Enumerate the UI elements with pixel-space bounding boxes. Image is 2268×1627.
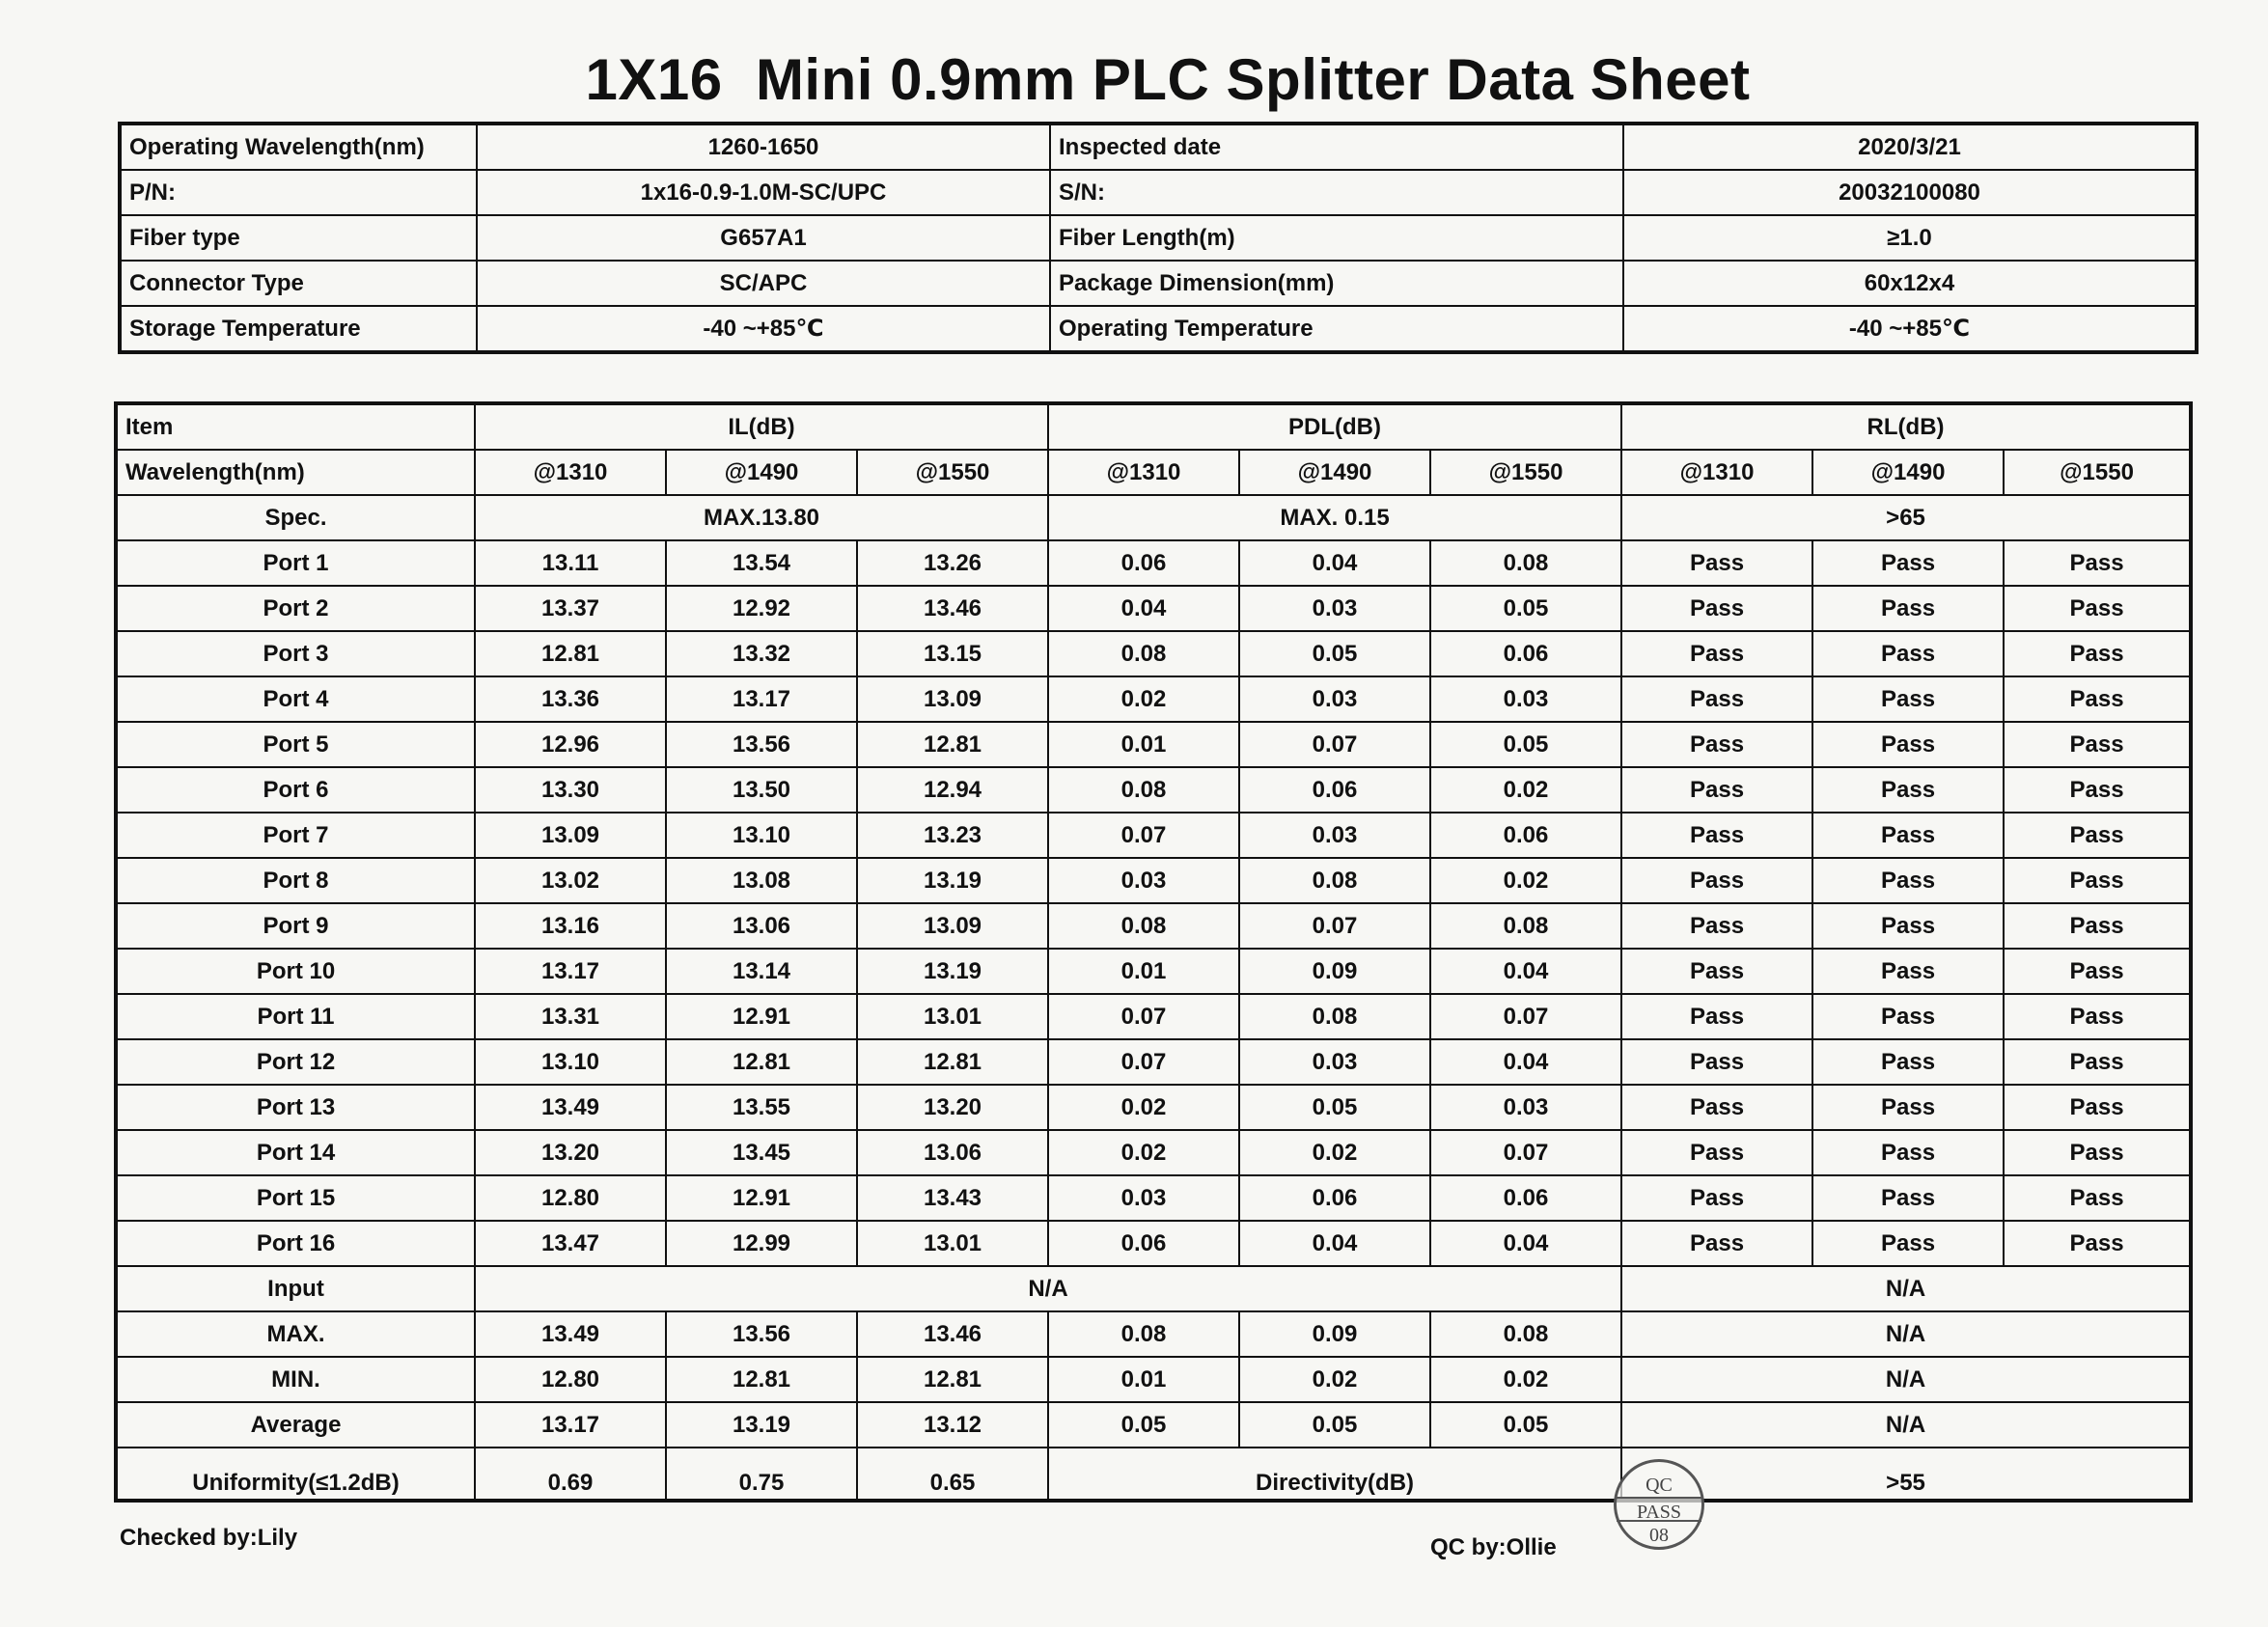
table-row bbox=[116, 813, 2191, 858]
pdl-value: 0.04 bbox=[1048, 586, 1239, 631]
stamp-middle: PASS bbox=[1617, 1497, 1701, 1522]
group-header: RL(dB) bbox=[1621, 403, 2191, 450]
group-header: PDL(dB) bbox=[1048, 403, 1621, 450]
rl-value: Pass bbox=[1812, 813, 2004, 858]
port-name: Port 11 bbox=[116, 994, 475, 1039]
rl-value: Pass bbox=[2004, 858, 2191, 903]
rl-value: Pass bbox=[1621, 1221, 1812, 1266]
pdl-value: 0.02 bbox=[1048, 1130, 1239, 1175]
info-value: 60x12x4 bbox=[1623, 261, 2197, 306]
il-value: 12.81 bbox=[666, 1039, 857, 1085]
summary-row bbox=[116, 1402, 2191, 1448]
pdl-value: 0.03 bbox=[1048, 858, 1239, 903]
il-value: 13.11 bbox=[475, 540, 666, 586]
rl-value: Pass bbox=[2004, 540, 2191, 586]
pdl-value: 0.06 bbox=[1430, 1175, 1621, 1221]
rl-value: Pass bbox=[1621, 676, 1812, 722]
rl-value: Pass bbox=[2004, 813, 2191, 858]
rl-value: Pass bbox=[1812, 949, 2004, 994]
input-rl: N/A bbox=[1621, 1266, 2191, 1311]
spec-label: Spec. bbox=[116, 495, 475, 540]
info-row bbox=[120, 261, 2197, 306]
info-row bbox=[120, 306, 2197, 352]
pdl-value: 0.08 bbox=[1048, 767, 1239, 813]
uniformity-label: Uniformity(≤1.2dB) bbox=[116, 1448, 475, 1501]
table-row bbox=[116, 858, 2191, 903]
il-value: 12.81 bbox=[857, 1357, 1048, 1402]
qc-pass-stamp bbox=[1614, 1459, 1704, 1550]
il-value: 12.99 bbox=[666, 1221, 857, 1266]
il-value: 13.36 bbox=[475, 676, 666, 722]
rl-value: Pass bbox=[2004, 767, 2191, 813]
pdl-value: 0.08 bbox=[1239, 994, 1430, 1039]
il-value: 12.81 bbox=[857, 722, 1048, 767]
pdl-value: 0.06 bbox=[1430, 631, 1621, 676]
il-value: 13.14 bbox=[666, 949, 857, 994]
table-row bbox=[116, 1130, 2191, 1175]
il-value: 13.09 bbox=[857, 676, 1048, 722]
rl-value: Pass bbox=[1812, 1221, 2004, 1266]
pdl-value: 0.07 bbox=[1430, 994, 1621, 1039]
pdl-value: 0.04 bbox=[1430, 1221, 1621, 1266]
group-header: IL(dB) bbox=[475, 403, 1048, 450]
table-row bbox=[116, 949, 2191, 994]
info-value: 20032100080 bbox=[1623, 170, 2197, 215]
info-value: G657A1 bbox=[477, 215, 1050, 261]
table-row bbox=[116, 540, 2191, 586]
table-row bbox=[116, 1085, 2191, 1130]
rl-value: Pass bbox=[2004, 994, 2191, 1039]
il-value: 13.08 bbox=[666, 858, 857, 903]
il-value: 13.49 bbox=[475, 1085, 666, 1130]
table-row bbox=[116, 994, 2191, 1039]
port-name: Port 8 bbox=[116, 858, 475, 903]
summary-row bbox=[116, 1357, 2191, 1402]
wavelength-cell: @1490 bbox=[1239, 450, 1430, 495]
pdl-value: 0.05 bbox=[1430, 586, 1621, 631]
il-value: 13.10 bbox=[475, 1039, 666, 1085]
pdl-value: 0.06 bbox=[1239, 1175, 1430, 1221]
spec-row bbox=[116, 495, 2191, 540]
info-label: Connector Type bbox=[120, 261, 477, 306]
spec-value: MAX.13.80 bbox=[475, 495, 1048, 540]
table-row bbox=[116, 631, 2191, 676]
wavelength-cell: @1550 bbox=[1430, 450, 1621, 495]
il-value: 12.81 bbox=[857, 1039, 1048, 1085]
pdl-value: 0.07 bbox=[1239, 903, 1430, 949]
il-value: 12.80 bbox=[475, 1175, 666, 1221]
table-row bbox=[116, 903, 2191, 949]
table-row bbox=[116, 1175, 2191, 1221]
il-value: 13.30 bbox=[475, 767, 666, 813]
rl-value: Pass bbox=[1812, 1175, 2004, 1221]
rl-value: Pass bbox=[2004, 631, 2191, 676]
directivity-value: >55 bbox=[1621, 1448, 2191, 1501]
rl-value: Pass bbox=[1621, 767, 1812, 813]
port-name: Port 2 bbox=[116, 586, 475, 631]
il-value: 13.17 bbox=[475, 949, 666, 994]
rl-value: Pass bbox=[1621, 949, 1812, 994]
pdl-value: 0.07 bbox=[1430, 1130, 1621, 1175]
info-label: P/N: bbox=[120, 170, 477, 215]
summary-label: Average bbox=[116, 1402, 475, 1448]
port-name: Port 3 bbox=[116, 631, 475, 676]
spec-value: >65 bbox=[1621, 495, 2191, 540]
rl-value: N/A bbox=[1621, 1402, 2191, 1448]
pdl-value: 0.04 bbox=[1239, 1221, 1430, 1266]
pdl-value: 0.09 bbox=[1239, 949, 1430, 994]
port-name: Port 14 bbox=[116, 1130, 475, 1175]
il-value: 13.45 bbox=[666, 1130, 857, 1175]
table-row bbox=[116, 676, 2191, 722]
rl-value: Pass bbox=[2004, 1175, 2191, 1221]
il-value: 13.54 bbox=[666, 540, 857, 586]
info-label: Fiber type bbox=[120, 215, 477, 261]
il-value: 13.17 bbox=[666, 676, 857, 722]
rl-value: Pass bbox=[1812, 858, 2004, 903]
pdl-value: 0.08 bbox=[1048, 1311, 1239, 1357]
wavelength-cell: @1310 bbox=[1621, 450, 1812, 495]
rl-value: Pass bbox=[1621, 903, 1812, 949]
info-label: Inspected date bbox=[1050, 124, 1623, 170]
port-name: Port 7 bbox=[116, 813, 475, 858]
wavelength-cell: @1490 bbox=[1812, 450, 2004, 495]
pdl-value: 0.08 bbox=[1430, 1311, 1621, 1357]
summary-label: MAX. bbox=[116, 1311, 475, 1357]
rl-value: Pass bbox=[1621, 1039, 1812, 1085]
port-name: Port 6 bbox=[116, 767, 475, 813]
il-value: 12.92 bbox=[666, 586, 857, 631]
port-name: Port 13 bbox=[116, 1085, 475, 1130]
info-table bbox=[118, 122, 2199, 354]
info-label: Fiber Length(m) bbox=[1050, 215, 1623, 261]
il-value: 13.31 bbox=[475, 994, 666, 1039]
rl-value: Pass bbox=[2004, 1221, 2191, 1266]
results-table bbox=[114, 401, 2193, 1503]
il-value: 13.19 bbox=[666, 1402, 857, 1448]
pdl-value: 0.08 bbox=[1048, 631, 1239, 676]
wavelength-header: Wavelength(nm) bbox=[116, 450, 475, 495]
wavelength-cell: @1310 bbox=[1048, 450, 1239, 495]
il-value: 13.01 bbox=[857, 994, 1048, 1039]
pdl-value: 0.01 bbox=[1048, 1357, 1239, 1402]
pdl-value: 0.09 bbox=[1239, 1311, 1430, 1357]
table-row bbox=[116, 1221, 2191, 1266]
port-name: Port 4 bbox=[116, 676, 475, 722]
pdl-value: 0.03 bbox=[1430, 1085, 1621, 1130]
spec-value: MAX. 0.15 bbox=[1048, 495, 1621, 540]
il-value: 13.47 bbox=[475, 1221, 666, 1266]
info-value: -40 ~+85℃ bbox=[1623, 306, 2197, 352]
pdl-value: 0.02 bbox=[1239, 1357, 1430, 1402]
pdl-value: 0.03 bbox=[1239, 813, 1430, 858]
il-value: 13.15 bbox=[857, 631, 1048, 676]
pdl-value: 0.02 bbox=[1048, 1085, 1239, 1130]
il-value: 13.49 bbox=[475, 1311, 666, 1357]
rl-value: Pass bbox=[2004, 949, 2191, 994]
pdl-value: 0.03 bbox=[1239, 586, 1430, 631]
rl-value: Pass bbox=[1812, 994, 2004, 1039]
il-value: 13.09 bbox=[475, 813, 666, 858]
info-row bbox=[120, 170, 2197, 215]
wavelength-cell: @1490 bbox=[666, 450, 857, 495]
rl-value: Pass bbox=[1812, 631, 2004, 676]
il-value: 13.37 bbox=[475, 586, 666, 631]
il-value: 13.06 bbox=[666, 903, 857, 949]
info-row bbox=[120, 215, 2197, 261]
rl-value: Pass bbox=[2004, 1085, 2191, 1130]
port-name: Port 5 bbox=[116, 722, 475, 767]
pdl-value: 0.05 bbox=[1430, 722, 1621, 767]
rl-value: Pass bbox=[1812, 676, 2004, 722]
info-value: 1x16-0.9-1.0M-SC/UPC bbox=[477, 170, 1050, 215]
port-name: Port 15 bbox=[116, 1175, 475, 1221]
uniformity-value: 0.75 bbox=[666, 1448, 857, 1501]
rl-value: Pass bbox=[2004, 586, 2191, 631]
port-name: Port 10 bbox=[116, 949, 475, 994]
il-value: 13.56 bbox=[666, 722, 857, 767]
il-value: 13.02 bbox=[475, 858, 666, 903]
il-value: 13.55 bbox=[666, 1085, 857, 1130]
rl-value: N/A bbox=[1621, 1311, 2191, 1357]
pdl-value: 0.02 bbox=[1430, 1357, 1621, 1402]
info-label: Package Dimension(mm) bbox=[1050, 261, 1623, 306]
pdl-value: 0.05 bbox=[1239, 631, 1430, 676]
pdl-value: 0.05 bbox=[1239, 1085, 1430, 1130]
input-label: Input bbox=[116, 1266, 475, 1311]
il-value: 12.80 bbox=[475, 1357, 666, 1402]
pdl-value: 0.02 bbox=[1430, 767, 1621, 813]
wavelength-cell: @1310 bbox=[475, 450, 666, 495]
info-row bbox=[120, 124, 2197, 170]
info-value: -40 ~+85℃ bbox=[477, 306, 1050, 352]
rl-value: Pass bbox=[1812, 767, 2004, 813]
table-row bbox=[116, 586, 2191, 631]
pdl-value: 0.05 bbox=[1048, 1402, 1239, 1448]
pdl-value: 0.02 bbox=[1430, 858, 1621, 903]
pdl-value: 0.02 bbox=[1048, 676, 1239, 722]
page-title: 1X16 Mini 0.9mm PLC Splitter Data Sheet bbox=[585, 47, 1751, 112]
info-label: Operating Temperature bbox=[1050, 306, 1623, 352]
pdl-value: 0.06 bbox=[1430, 813, 1621, 858]
table-row bbox=[116, 767, 2191, 813]
pdl-value: 0.07 bbox=[1239, 722, 1430, 767]
uniformity-value: 0.65 bbox=[857, 1448, 1048, 1501]
il-value: 13.12 bbox=[857, 1402, 1048, 1448]
uniformity-value: 0.69 bbox=[475, 1448, 666, 1501]
il-value: 13.50 bbox=[666, 767, 857, 813]
rl-value: Pass bbox=[1812, 1130, 2004, 1175]
stamp-top: QC bbox=[1646, 1475, 1673, 1496]
il-value: 13.20 bbox=[857, 1085, 1048, 1130]
rl-value: Pass bbox=[1621, 1175, 1812, 1221]
pdl-value: 0.08 bbox=[1048, 903, 1239, 949]
pdl-value: 0.03 bbox=[1239, 676, 1430, 722]
table-row bbox=[116, 722, 2191, 767]
wavelength-header-row bbox=[116, 450, 2191, 495]
info-value: SC/APC bbox=[477, 261, 1050, 306]
rl-value: Pass bbox=[2004, 676, 2191, 722]
pdl-value: 0.04 bbox=[1239, 540, 1430, 586]
info-label: S/N: bbox=[1050, 170, 1623, 215]
rl-value: Pass bbox=[1621, 858, 1812, 903]
rl-value: Pass bbox=[2004, 1039, 2191, 1085]
pdl-value: 0.07 bbox=[1048, 1039, 1239, 1085]
wavelength-cell: @1550 bbox=[857, 450, 1048, 495]
group-header-row bbox=[116, 403, 2191, 450]
stamp-bottom: 08 bbox=[1617, 1520, 1701, 1545]
il-value: 13.17 bbox=[475, 1402, 666, 1448]
il-value: 13.23 bbox=[857, 813, 1048, 858]
il-value: 13.09 bbox=[857, 903, 1048, 949]
pdl-value: 0.06 bbox=[1048, 540, 1239, 586]
pdl-value: 0.03 bbox=[1239, 1039, 1430, 1085]
pdl-value: 0.03 bbox=[1430, 676, 1621, 722]
rl-value: Pass bbox=[2004, 722, 2191, 767]
pdl-value: 0.05 bbox=[1239, 1402, 1430, 1448]
pdl-value: 0.03 bbox=[1048, 1175, 1239, 1221]
rl-value: Pass bbox=[2004, 903, 2191, 949]
il-value: 13.19 bbox=[857, 949, 1048, 994]
input-il-pdl: N/A bbox=[475, 1266, 1621, 1311]
info-label: Operating Wavelength(nm) bbox=[120, 124, 477, 170]
info-value: ≥1.0 bbox=[1623, 215, 2197, 261]
rl-value: Pass bbox=[1621, 994, 1812, 1039]
pdl-value: 0.07 bbox=[1048, 813, 1239, 858]
pdl-value: 0.02 bbox=[1239, 1130, 1430, 1175]
il-value: 13.56 bbox=[666, 1311, 857, 1357]
il-value: 12.91 bbox=[666, 1175, 857, 1221]
info-value: 1260-1650 bbox=[477, 124, 1050, 170]
checked-by: Checked by:Lily bbox=[120, 1525, 298, 1551]
il-value: 13.06 bbox=[857, 1130, 1048, 1175]
port-name: Port 12 bbox=[116, 1039, 475, 1085]
pdl-value: 0.08 bbox=[1239, 858, 1430, 903]
rl-value: N/A bbox=[1621, 1357, 2191, 1402]
il-value: 13.26 bbox=[857, 540, 1048, 586]
summary-row bbox=[116, 1311, 2191, 1357]
il-value: 13.46 bbox=[857, 586, 1048, 631]
il-value: 12.96 bbox=[475, 722, 666, 767]
il-value: 12.91 bbox=[666, 994, 857, 1039]
il-value: 13.32 bbox=[666, 631, 857, 676]
pdl-value: 0.01 bbox=[1048, 722, 1239, 767]
port-name: Port 16 bbox=[116, 1221, 475, 1266]
il-value: 13.01 bbox=[857, 1221, 1048, 1266]
directivity-label: Directivity(dB) bbox=[1048, 1448, 1621, 1501]
rl-value: Pass bbox=[1621, 586, 1812, 631]
rl-value: Pass bbox=[1621, 1085, 1812, 1130]
pdl-value: 0.05 bbox=[1430, 1402, 1621, 1448]
wavelength-cell: @1550 bbox=[2004, 450, 2191, 495]
summary-label: MIN. bbox=[116, 1357, 475, 1402]
il-value: 12.81 bbox=[475, 631, 666, 676]
pdl-value: 0.04 bbox=[1430, 949, 1621, 994]
rl-value: Pass bbox=[1621, 631, 1812, 676]
pdl-value: 0.07 bbox=[1048, 994, 1239, 1039]
item-header: Item bbox=[116, 403, 475, 450]
port-name: Port 1 bbox=[116, 540, 475, 586]
pdl-value: 0.08 bbox=[1430, 540, 1621, 586]
rl-value: Pass bbox=[1621, 540, 1812, 586]
il-value: 13.16 bbox=[475, 903, 666, 949]
rl-value: Pass bbox=[1812, 586, 2004, 631]
info-label: Storage Temperature bbox=[120, 306, 477, 352]
il-value: 12.94 bbox=[857, 767, 1048, 813]
rl-value: Pass bbox=[1812, 722, 2004, 767]
info-value: 2020/3/21 bbox=[1623, 124, 2197, 170]
il-value: 13.46 bbox=[857, 1311, 1048, 1357]
rl-value: Pass bbox=[1621, 813, 1812, 858]
pdl-value: 0.01 bbox=[1048, 949, 1239, 994]
rl-value: Pass bbox=[1812, 1085, 2004, 1130]
input-row bbox=[116, 1266, 2191, 1311]
il-value: 13.19 bbox=[857, 858, 1048, 903]
pdl-value: 0.08 bbox=[1430, 903, 1621, 949]
il-value: 13.43 bbox=[857, 1175, 1048, 1221]
uniformity-row bbox=[116, 1448, 2191, 1501]
il-value: 13.20 bbox=[475, 1130, 666, 1175]
rl-value: Pass bbox=[1812, 903, 2004, 949]
rl-value: Pass bbox=[1621, 722, 1812, 767]
pdl-value: 0.06 bbox=[1239, 767, 1430, 813]
rl-value: Pass bbox=[1812, 540, 2004, 586]
qc-by: QC by:Ollie bbox=[1430, 1534, 1557, 1560]
rl-value: Pass bbox=[1812, 1039, 2004, 1085]
il-value: 12.81 bbox=[666, 1357, 857, 1402]
rl-value: Pass bbox=[2004, 1130, 2191, 1175]
port-name: Port 9 bbox=[116, 903, 475, 949]
rl-value: Pass bbox=[1621, 1130, 1812, 1175]
pdl-value: 0.04 bbox=[1430, 1039, 1621, 1085]
il-value: 13.10 bbox=[666, 813, 857, 858]
pdl-value: 0.06 bbox=[1048, 1221, 1239, 1266]
table-row bbox=[116, 1039, 2191, 1085]
